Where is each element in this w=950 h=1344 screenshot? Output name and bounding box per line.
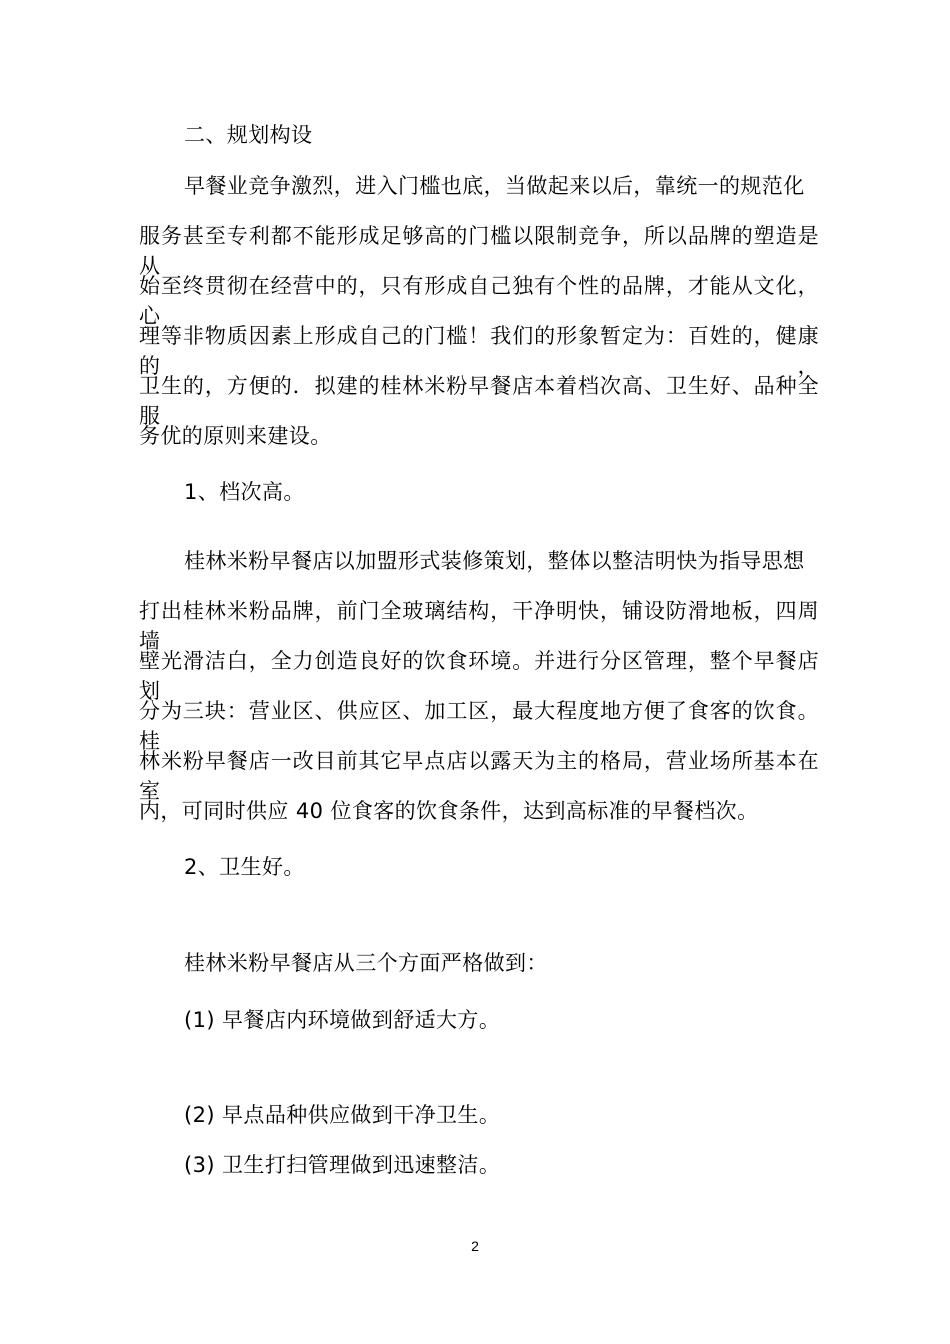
intro-paragraph-line: 始至终贯彻在经营中的，只有形成自己独有个性的品牌，才能从文化，心 [139,274,819,328]
item1-paragraph-line: 内，可同时供应 40 位食客的饮食条件，达到高标准的早餐档次。 [139,799,759,823]
intro-paragraph-line: 理等非物质因素上形成自己的门槛！我们的形象暂定为：百姓的，健康的， [139,324,819,378]
item1-paragraph-line: 分为三块：营业区、供应区、加工区，最大程度地方便了食客的饮食。桂 [139,699,819,753]
item2-point: (1) 早餐店内环境做到舒适大方。 [184,1008,501,1032]
item2-intro: 桂林米粉早餐店从三个方面严格做到： [184,951,548,975]
intro-paragraph-line: 服务甚至专利都不能形成足够高的门槛以限制竞争，所以品牌的塑造是从 [139,224,819,278]
intro-paragraph-line: 卫生的，方便的．拟建的桂林米粉早餐店本着档次高、卫生好、品种全服 [139,374,819,428]
item1-paragraph-line: 壁光滑洁白，全力创造良好的饮食环境。并进行分区管理，整个早餐店划 [139,649,819,703]
item1-heading: 1、档次高。 [184,480,305,504]
intro-paragraph-line: 早餐业竞争激烈，进入门槛也底，当做起来以后，靠统一的规范化 [184,174,805,198]
item1-paragraph-line: 林米粉早餐店一改目前其它早点店以露天为主的格局，营业场所基本在室 [139,749,819,803]
intro-paragraph-line: 务优的原则来建设。 [139,424,332,448]
item2-heading: 2、卫生好。 [184,855,305,879]
item1-paragraph-line: 打出桂林米粉品牌，前门全玻璃结构，干净明快，铺设防滑地板，四周墙 [139,599,819,653]
item2-point: (3) 卫生打扫管理做到迅速整洁。 [184,1153,501,1177]
item1-paragraph-line: 桂林米粉早餐店以加盟形式装修策划，整体以整洁明快为指导思想 [184,549,805,573]
item2-point: (2) 早点品种供应做到干净卫生。 [184,1103,501,1127]
section-heading: 二、规划构设 [184,123,313,147]
page-number: 2 [471,1238,479,1254]
